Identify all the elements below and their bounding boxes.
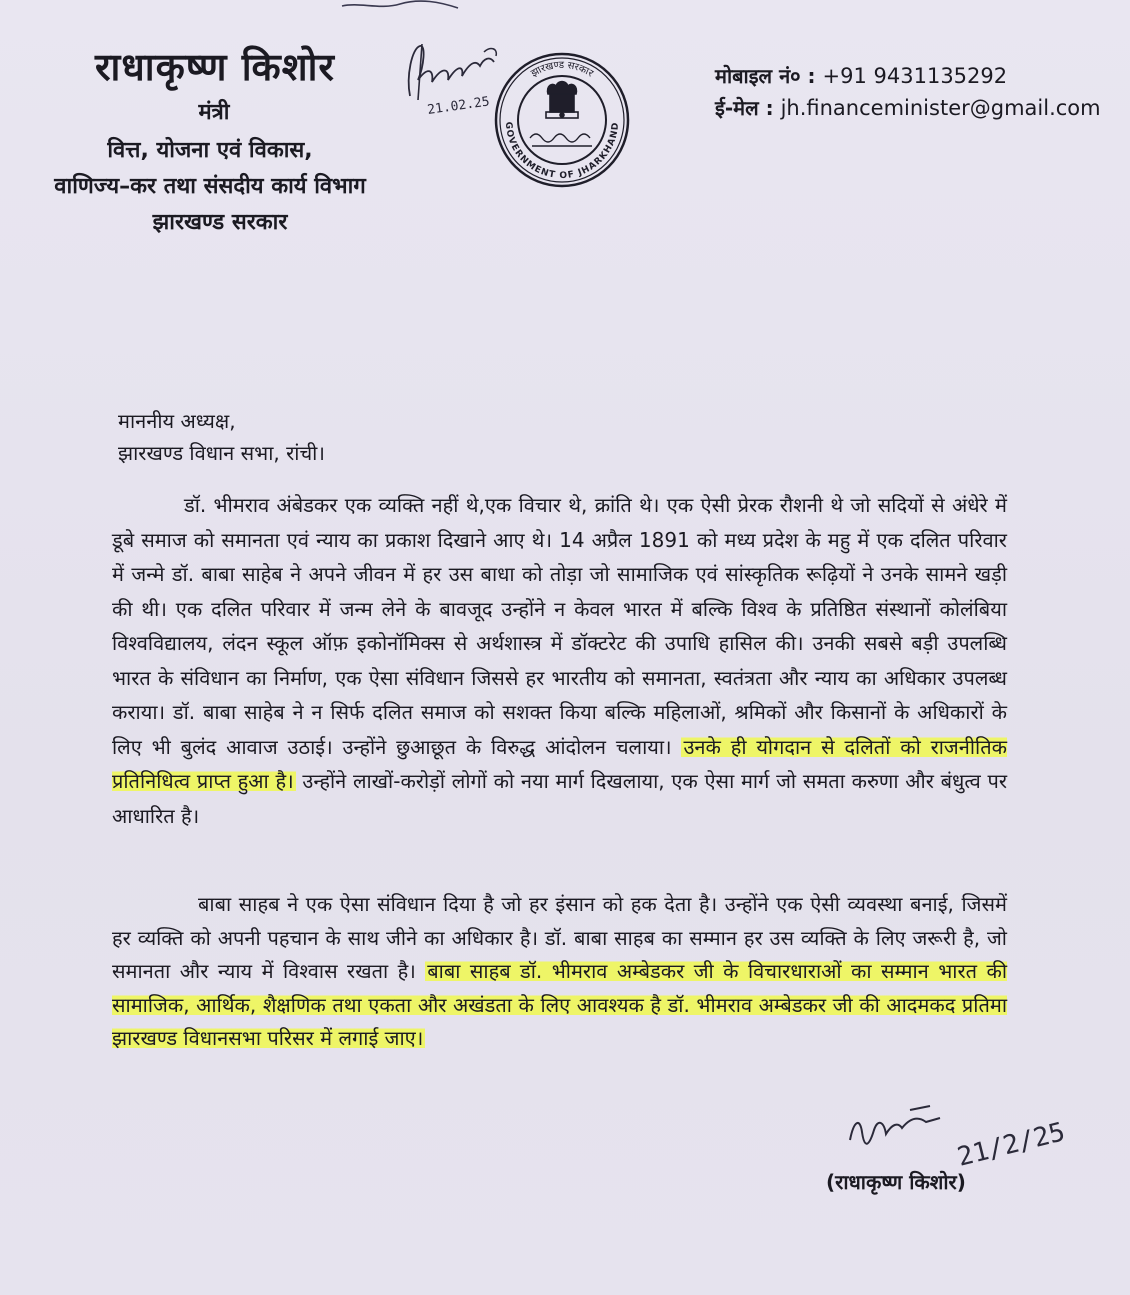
mobile-row	[715, 60, 1101, 92]
ashoka-emblem-icon	[546, 82, 578, 119]
signatory-name: (राधाकृष्ण किशोर)	[826, 1170, 966, 1194]
letterhead	[0, 40, 420, 236]
recipient-block	[118, 405, 325, 469]
paragraph-1	[112, 488, 1007, 833]
paragraph-1-text: डॉ. भीमराव अंबेडकर एक व्यक्ति नहीं थे,एक विचार थे, क्रांति थे। एक ऐसी प्रेरक रौशनी थे जो सदियों से अंधेरे में डूबे समाज को समानता एवं न्याय का प्रकाश दिखाने आए थे। 14 अप्रैल 1891 को मध्य प्रदेश के महु में एक दलित परिवार में जन्मे डॉ. बाबा साहेब ने अपने जीवन में हर उस बाधा को तोड़ा जो सामाजिक एवं सांस्कृतिक रूढ़ियों ने उनके सामने खड़ी की थी। एक दलित परिवार में जन्म लेने के बावजूद उन्होंने न केवल भारत में बल्कि विश्व के प्रतिष्ठित संस्थानों कोलंबिया विश्वविद्यालय, लंदन स्कूल ऑफ़ इकोनॉमिक्स से अर्थशास्त्र में डॉक्टरेट की उपाधि हासिल की। उनकी सबसे बड़ी उपलब्धि भारत के संविधान का निर्माण, एक ऐसा संविधान जिससे हर भारतीय को समानता, स्वतंत्रता और न्याय का अधिकार उपलब्ध कराया। डॉ. बाबा साहेब ने न सिर्फ दलित समाज को सशक्त किया बल्कि महिलाओं, श्रमिकों और किसानों के अधिकारों के लिए भी बुलंद आवाज उठाई। उन्होंने छुआछूत के विरुद्ध आंदोलन चलाया।	[112, 493, 1007, 759]
recipient-line-2: झारखण्ड विधान सभा, रांची।	[118, 441, 325, 465]
signature-date: 21/2/25	[954, 1117, 1069, 1173]
government-seal	[490, 30, 635, 205]
paragraph-2	[112, 888, 1007, 1056]
contact-block	[715, 60, 1101, 124]
paragraph-1-text-end: उन्होंने लाखों-करोड़ों लोगों को नया मार्ग दिखलाया, एक ऐसा मार्ग जो समता करुणा और बंधुत्व पर आधारित है।	[112, 769, 1008, 828]
minister-name: राधाकृष्ण किशोर	[95, 45, 335, 89]
mobile-number: +91 9431135292	[822, 64, 1008, 88]
top-edge-pen-mark	[340, 0, 460, 14]
seal-inner-ring-pattern	[530, 134, 592, 146]
email-row	[715, 92, 1101, 124]
minister-role: मंत्री	[198, 100, 230, 125]
seal-top-text: झारखण्ड सरकार	[529, 59, 595, 80]
seal-bottom-text: GOVERNMENT OF JHARKHAND	[502, 121, 622, 182]
paragraph-2-highlight: बाबा साहब डॉ. भीमराव अम्बेडकर जी के विचारधाराओं का सम्मान भारत की सामाजिक, आर्थिक, शैक्षणिक तथा एकता और अखंडता के लिए आवश्यक है डॉ. भीमराव अम्बेडकर जी की आदमकद प्रतिमा झारखण्ड विधानसभा परिसर में लगाई जाए।	[112, 959, 1008, 1050]
government-name: झारखण्ड सरकार	[152, 210, 288, 235]
email-label: ई-मेल :	[715, 96, 774, 120]
recipient-line-1: माननीय अध्यक्ष,	[118, 409, 236, 433]
department-line-1: वित्त, योजना एवं विकास,	[107, 138, 313, 163]
paragraph-2-text: बाबा साहब ने एक ऐसा संविधान दिया है जो हर इंसान को हक देता है। उन्होंने एक ऐसी व्यवस्था बनाई, जिसमें हर व्यक्ति को अपनी पहचान के साथ जीने का अधिकार है। डॉ. बाबा साहब का सम्मान हर उस व्यक्ति के लिए जरूरी है, जो समानता और न्याय में विश्वास रखता है।	[112, 892, 1007, 983]
initials-date: 21.02.25	[426, 94, 491, 118]
email-address: jh.financeminister@gmail.com	[780, 96, 1101, 120]
paragraph-1-highlight: उनके ही योगदान से दलितों को राजनीतिक प्रतिनिधित्व प्राप्त हुआ है।	[112, 734, 1007, 793]
department-line-2: वाणिज्य–कर तथा संसदीय कार्य विभाग	[54, 174, 366, 199]
mobile-label: मोबाइल नं० :	[715, 64, 816, 88]
